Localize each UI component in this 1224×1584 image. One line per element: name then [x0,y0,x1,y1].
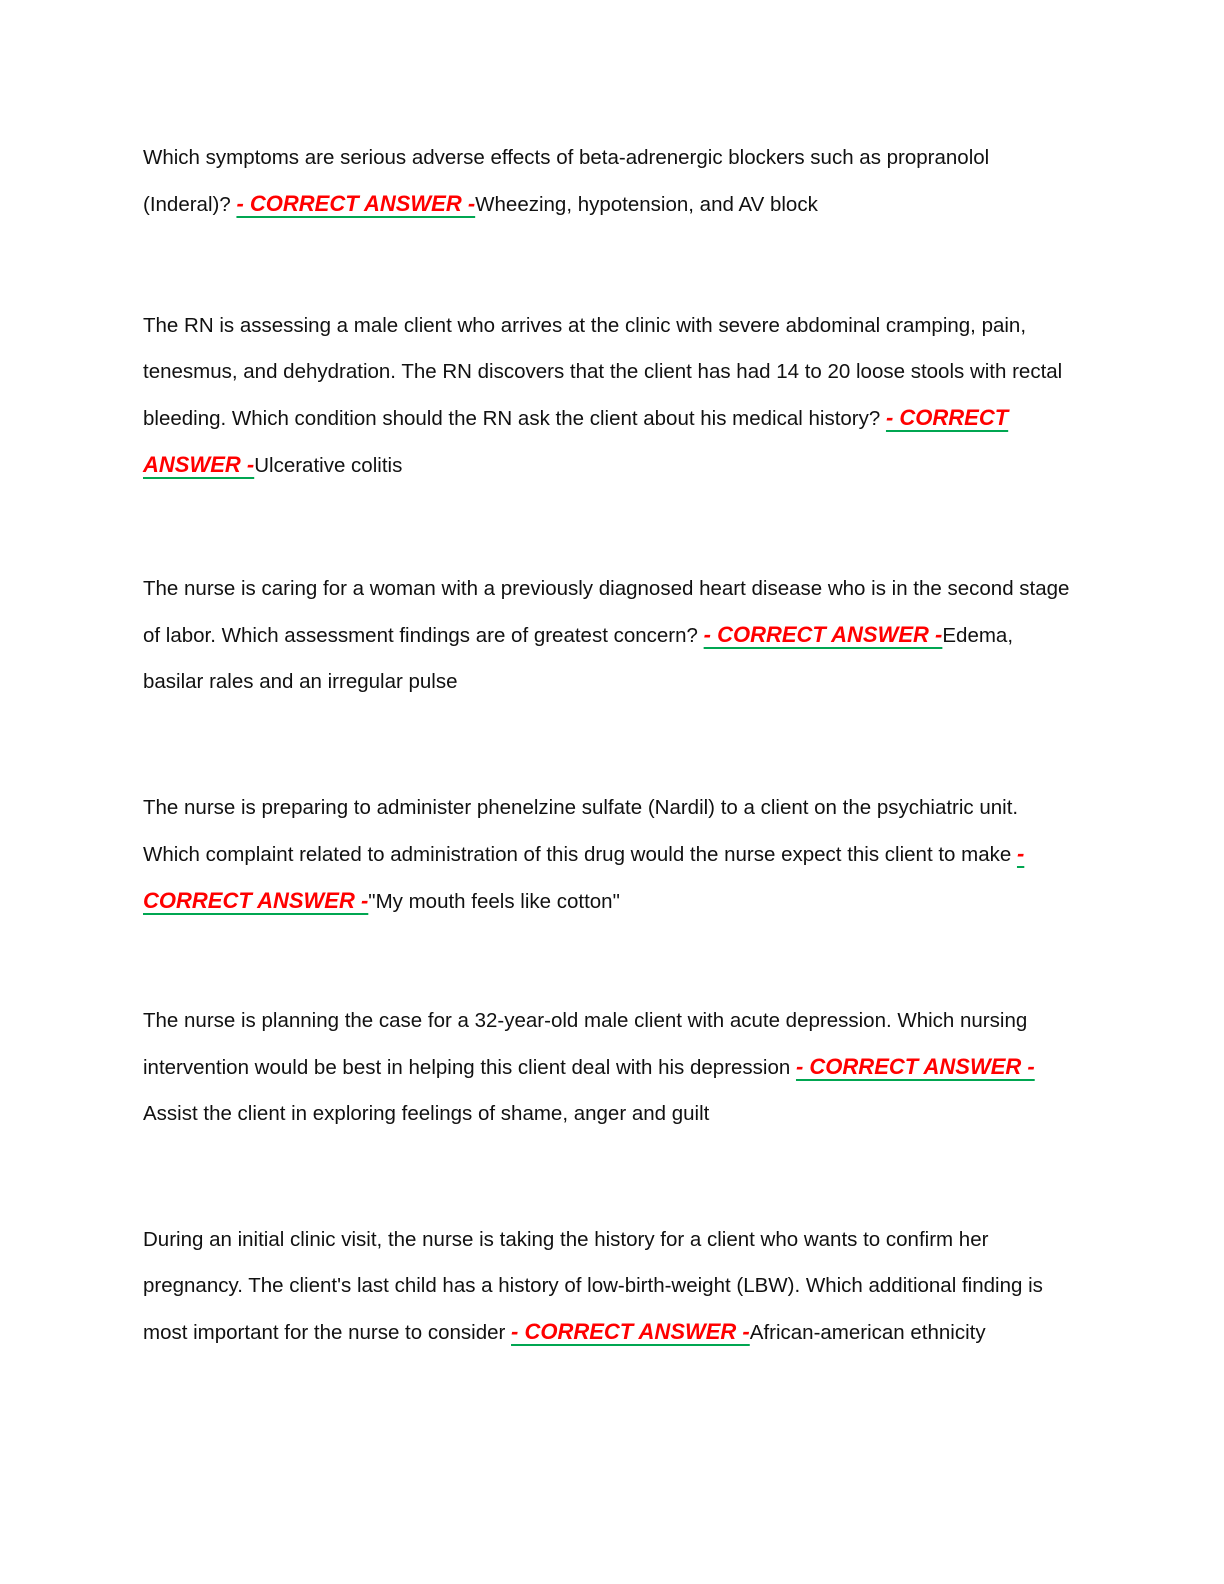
answer-text: "My mouth feels like cotton" [368,890,620,913]
qa-item [143,303,1078,489]
question-text: The RN is assessing a male client who arrives at the clinic with severe abdominal cramping, pain, tenesmus, and dehydration. The RN discovers that the client has had 14 to 20 loose stools with rectal bleeding. Which condition should the RN ask the client about his medical history? [143,314,1063,430]
qa-item [143,998,1078,1137]
qa-item [143,135,1078,228]
qa-item [143,1217,1078,1356]
correct-answer-marker: - CORRECT ANSWER - [703,622,943,647]
question-text: The nurse is preparing to administer phenelzine sulfate (Nardil) to a client on the psychiatric unit. Which complaint related to administration of this drug would the nurse expect this client to make [143,796,1019,866]
answer-text: Ulcerative colitis [254,454,403,477]
question-text: The nurse is caring for a woman with a previously diagnosed heart disease who is in the second stage of labor. Which assessment findings are of greatest concern? [143,577,1070,647]
correct-answer-marker: - CORRECT ANSWER - [143,405,1009,477]
answer-text: Edema, basilar rales and an irregular pulse [143,624,1014,693]
correct-answer-marker: - CORRECT ANSWER - [795,1054,1035,1079]
qa-item [143,785,1078,925]
correct-answer-marker: - CORRECT ANSWER - [143,841,1025,913]
question-text: The nurse is planning the case for a 32-year-old male client with acute depression. Which nursing intervention would be best in helping this client deal with his depression [143,1009,1028,1079]
answer-text: African-american ethnicity [749,1321,986,1344]
question-text: During an initial clinic visit, the nurse is taking the history for a client who wants to confirm her pregnancy. The client's last child has a history of low-birth-weight (LBW). Which additional finding is most important for the nurse to consider [143,1228,1043,1344]
correct-answer-marker: - CORRECT ANSWER - [511,1319,750,1344]
answer-text: Assist the client in exploring feelings of shame, anger and guilt [143,1102,710,1125]
answer-text: Wheezing, hypotension, and AV block [475,193,818,216]
correct-answer-marker: - CORRECT ANSWER - [236,191,476,216]
qa-item [143,566,1078,705]
question-text: Which symptoms are serious adverse effects of beta-adrenergic blockers such as propranolol (Inderal)? [143,146,990,216]
